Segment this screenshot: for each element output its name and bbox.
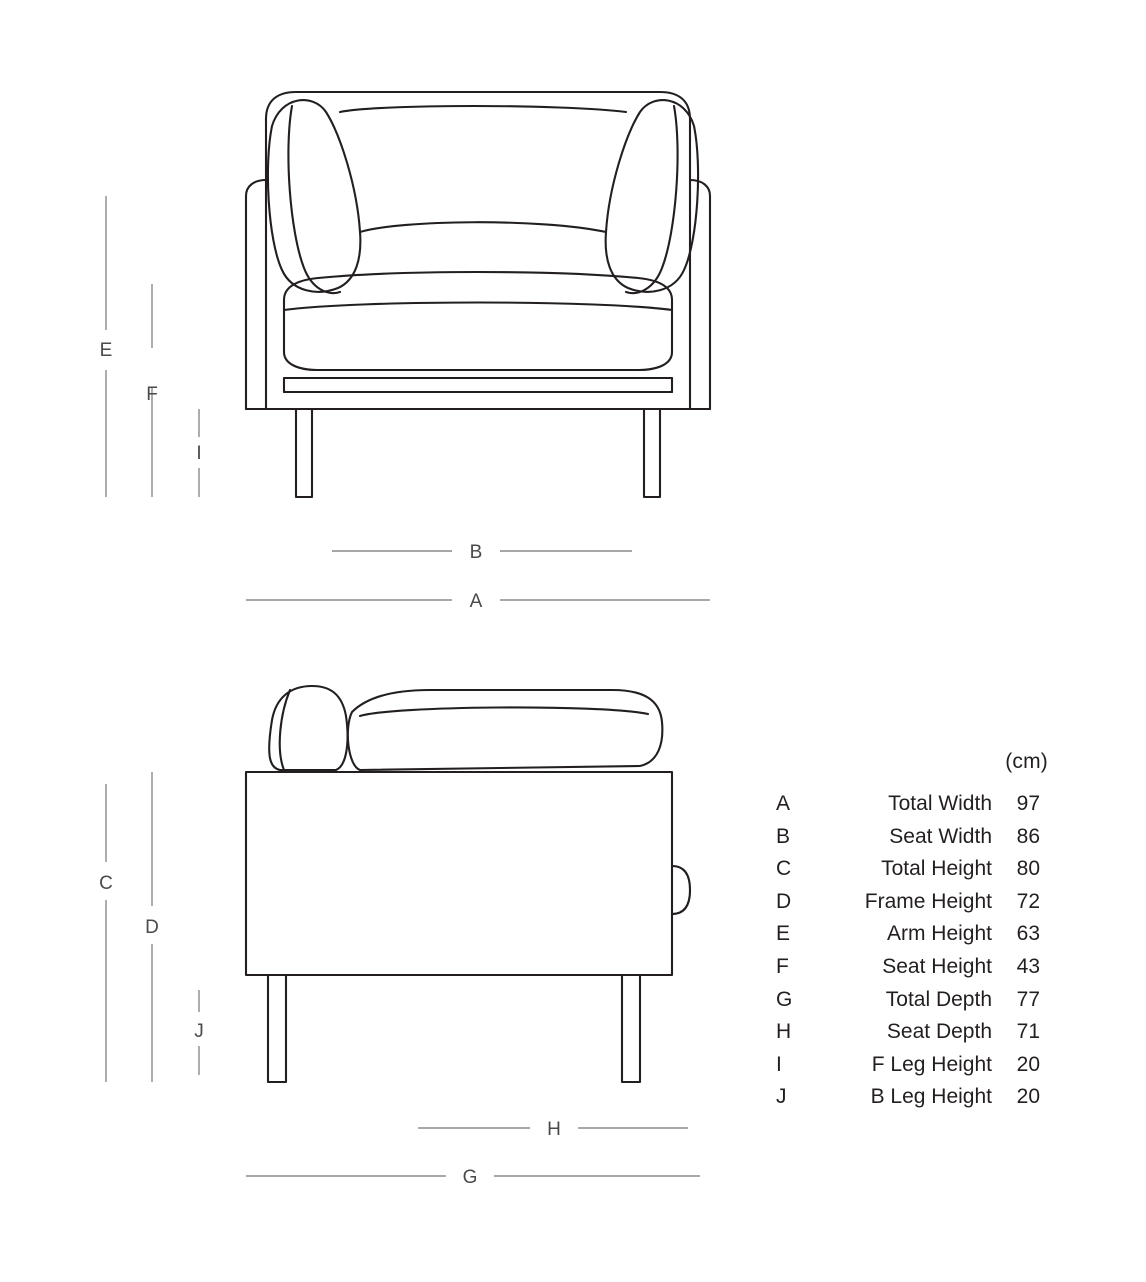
specifications-table [776, 750, 1076, 1114]
front-elevation-drawing [246, 92, 710, 497]
side-elevation-drawing [246, 686, 690, 1082]
specs-tbody [776, 788, 1040, 1114]
spec-name: Total Depth [885, 987, 992, 1011]
spec-key: J [776, 1085, 787, 1109]
spec-value: 20 [1016, 1052, 1040, 1076]
table-row [776, 1049, 1040, 1082]
spec-name: Total Height [881, 857, 992, 881]
dim-label-d: D [145, 917, 159, 938]
spec-key: G [776, 987, 793, 1011]
dim-label-e: E [99, 340, 113, 361]
spec-value: 97 [1016, 792, 1040, 815]
table-row [776, 918, 1040, 951]
spec-name: Arm Height [886, 922, 992, 946]
dim-label-j: J [194, 1021, 204, 1042]
spec-name: Seat Height [882, 954, 992, 978]
spec-key: E [776, 922, 791, 946]
table-row [776, 886, 1040, 919]
spec-name: F Leg Height [871, 1052, 992, 1076]
spec-value: 72 [1016, 889, 1040, 913]
table-row [776, 821, 1040, 854]
table-row [776, 984, 1040, 1017]
spec-key: A [776, 792, 791, 815]
dim-label-i: I [196, 443, 202, 464]
spec-value: 71 [1016, 1020, 1040, 1044]
spec-name: Seat Width [889, 824, 992, 848]
front-view-dimension-lines [106, 196, 710, 600]
dim-label-g: G [462, 1167, 478, 1188]
spec-key: F [776, 954, 789, 978]
front-view-dimension-labels [100, 340, 483, 612]
spec-name: Total Width [888, 792, 992, 815]
dim-label-b: B [469, 542, 483, 563]
table-row [776, 1016, 1040, 1049]
table-row [776, 1081, 1040, 1114]
dim-label-h: H [547, 1119, 561, 1140]
spec-name: Frame Height [864, 889, 992, 913]
spec-key: D [776, 889, 792, 913]
table-row [776, 853, 1040, 886]
table-row [776, 951, 1040, 984]
unit-label: (cm) [1005, 750, 1048, 773]
dim-label-f: F [146, 384, 158, 405]
specs-rows [776, 788, 1040, 1114]
dim-label-a: A [469, 591, 483, 612]
spec-value: 43 [1016, 954, 1040, 978]
spec-key: H [776, 1020, 792, 1044]
table-row [776, 788, 1040, 821]
spec-value: 80 [1016, 857, 1040, 881]
spec-key: B [776, 824, 791, 848]
spec-value: 63 [1016, 922, 1040, 946]
spec-value: 20 [1016, 1085, 1040, 1109]
spec-key: I [776, 1052, 782, 1076]
spec-name: B Leg Height [870, 1085, 992, 1109]
spec-key: C [776, 857, 792, 881]
spec-name: Seat Depth [886, 1020, 992, 1044]
side-view-dimension-labels [99, 873, 561, 1188]
dim-label-c: C [99, 873, 113, 894]
spec-value: 77 [1016, 987, 1040, 1011]
spec-value: 86 [1016, 824, 1040, 848]
